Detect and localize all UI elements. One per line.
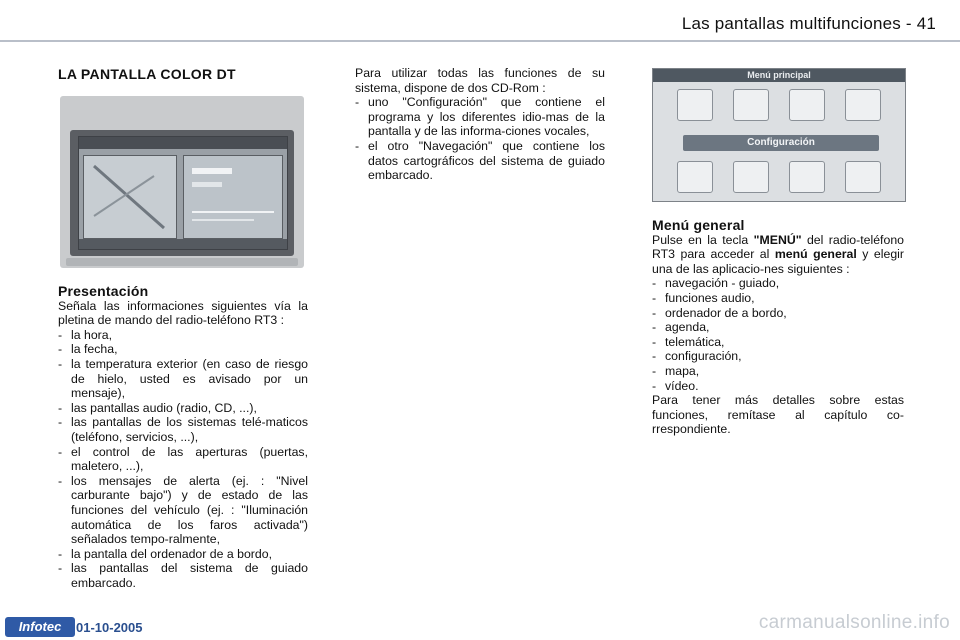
- left-column: [58, 284, 308, 590]
- cdrom-intro: Para utilizar todas las funciones de su sistema, dispone de dos CD-Rom :: [355, 66, 605, 95]
- list-item: - vídeo.: [652, 379, 904, 394]
- closing-text: Para tener más detalles sobre estas funciones, remítase al capítulo co-rrespondiente.: [652, 393, 904, 437]
- audio-icon: [733, 89, 769, 121]
- presentation-heading: Presentación: [58, 283, 149, 299]
- infotec-logo: Infotec: [5, 617, 75, 637]
- video-icon: [845, 161, 881, 193]
- list-item: - los mensajes de alerta (ej. : "Nivel carburante bajo") y de estado de las funciones del vehículo (ej. : "Iluminación automática de los faros activada") señalados tempo-ralmente,: [58, 474, 308, 547]
- menu-screen-title: Menú principal: [653, 69, 905, 82]
- list-item: - la fecha,: [58, 342, 308, 357]
- color-screen-photo: [60, 96, 304, 268]
- right-column: [652, 218, 904, 437]
- page-header-title: Las pantallas multifunciones - 41: [681, 14, 936, 33]
- screen-bottom-bar: [79, 239, 287, 249]
- list-item: - la pantalla del ordenador de a bordo,: [58, 547, 308, 562]
- list-item: - agenda,: [652, 320, 904, 335]
- screen-status-bar: [79, 137, 287, 149]
- section-heading: LA PANTALLA COLOR DT: [58, 66, 236, 82]
- screen-base: [66, 258, 298, 266]
- footer-date: 01-10-2005: [76, 620, 143, 635]
- watermark-text: carmanualsonline.info: [758, 612, 950, 633]
- menu-key-label: "MENÚ": [753, 232, 802, 247]
- list-item: - uno "Configuración" que contiene el programa y los diferentes idio-mas de la pantalla y de las informa-ciones vocales,: [355, 95, 605, 139]
- general-menu-intro: [652, 233, 904, 277]
- general-menu-heading: Menú general: [652, 217, 745, 233]
- telematics-icon: [677, 161, 713, 193]
- navigation-icon: [677, 89, 713, 121]
- list-item: - navegación - guiado,: [652, 276, 904, 291]
- list-item: - las pantallas del sistema de guiado embarcado.: [58, 561, 308, 590]
- list-item: - funciones audio,: [652, 291, 904, 306]
- text-run: Pulse en la tecla: [652, 232, 754, 247]
- presentation-list: [58, 328, 308, 591]
- list-item: - ordenador de a bordo,: [652, 306, 904, 321]
- middle-column: [355, 66, 605, 183]
- agenda-icon: [845, 89, 881, 121]
- list-item: - las pantallas de los sistemas telé-maticos (teléfono, servicios, ...),: [58, 415, 308, 444]
- main-menu-screenshot: [652, 68, 906, 202]
- screen-display: [78, 136, 288, 250]
- list-item: - la hora,: [58, 328, 308, 343]
- list-item: - el otro "Navegación" que contiene los datos cartográficos del sistema de guiado embarcado.: [355, 139, 605, 183]
- screen-map-pane: [83, 155, 177, 239]
- map-icon: [789, 161, 825, 193]
- list-item: - las pantallas audio (radio, CD, ...),: [58, 401, 308, 416]
- radio-bars-icon: [184, 156, 282, 238]
- computer-icon: [789, 89, 825, 121]
- list-item: - telemática,: [652, 335, 904, 350]
- cdrom-list: [355, 95, 605, 183]
- text-run: y elegir una de las aplicacio-nes siguientes :: [652, 247, 904, 276]
- list-item: - la temperatura exterior (en caso de riesgo de hielo, usted es avisado por un mensaje),: [58, 357, 308, 401]
- presentation-intro: Señala las informaciones siguientes vía la pletina de mando del radio-teléfono RT3 :: [58, 298, 308, 328]
- text-run: del radio-teléfono RT3 para acceder al: [652, 232, 904, 262]
- screen-radio-pane: [183, 155, 283, 239]
- list-item: - configuración,: [652, 349, 904, 364]
- applications-list: [652, 276, 904, 393]
- list-item: - mapa,: [652, 364, 904, 379]
- header-rule: [0, 40, 960, 42]
- map-road-icon: [84, 156, 176, 238]
- list-item: - el control de las aperturas (puertas, maletero, ...),: [58, 445, 308, 474]
- menu-selected-item: Configuración: [683, 135, 879, 151]
- settings-icon: [733, 161, 769, 193]
- general-menu-term: menú general: [774, 247, 857, 262]
